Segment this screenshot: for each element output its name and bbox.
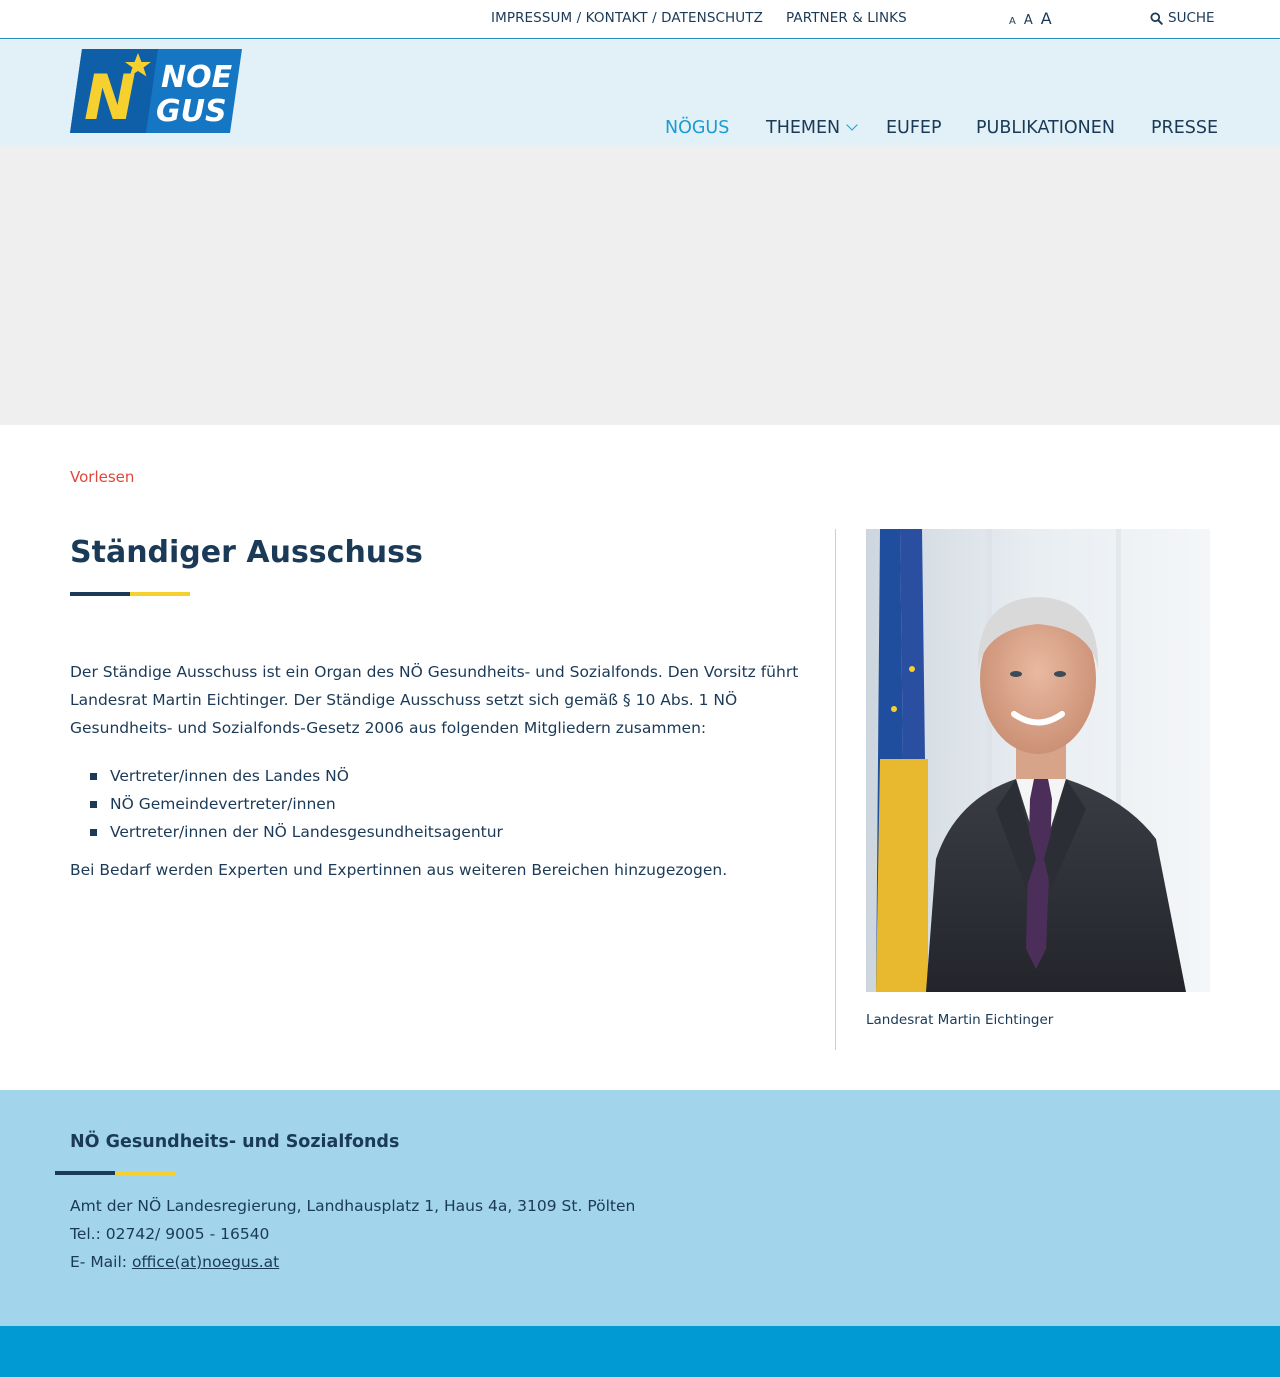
sidebar [866, 529, 1210, 1028]
footer-email-prefix: E- Mail: [70, 1253, 132, 1271]
logo-line1: NOE [161, 60, 233, 95]
column-divider [835, 529, 836, 1050]
member-list [70, 762, 815, 846]
title-underline [70, 592, 190, 596]
search-button[interactable] [1150, 10, 1215, 26]
portrait-photo [866, 529, 1210, 992]
impressum-link[interactable]: IMPRESSUM / KONTAKT / DATENSCHUTZ [491, 10, 763, 26]
footer-title: NÖ Gesundheits- und Sozialfonds [70, 1132, 400, 1152]
bottom-bar [0, 1326, 1280, 1377]
site-footer [0, 1090, 1280, 1326]
photo-caption: Landesrat Martin Eichtinger [866, 1012, 1054, 1028]
partner-links-link[interactable]: PARTNER & LINKS [786, 10, 907, 26]
nav-item-noegus[interactable]: NÖGUS [665, 118, 730, 138]
font-size-large-button[interactable]: A [1040, 9, 1052, 28]
footer-email-line [70, 1248, 635, 1276]
site-header [0, 40, 1280, 145]
footer-email-link[interactable]: office(at)noegus.at [131, 1253, 280, 1271]
page-title: Ständiger Ausschuss [70, 535, 423, 570]
footer-contact [70, 1192, 635, 1276]
list-item: Vertreter/innen des Landes NÖ [90, 762, 815, 790]
logo-letter: N [84, 61, 136, 133]
nav-item-themen[interactable] [766, 118, 856, 138]
utility-bar [0, 0, 1280, 39]
intro-paragraph: Der Ständige Ausschuss ist ein Organ des NÖ Gesundheits- und Sozialfonds. Den Vorsitz führt Landesrat Martin Eichtinger. Der Ständige Ausschuss setzt sich gemäß § 10 Abs. 1 NÖ Gesundheits- und Sozialfonds-Gesetz 2006 aus folgenden Mitgliedern zusammen: [70, 663, 799, 737]
search-icon [1150, 12, 1163, 25]
list-item: Vertreter/innen der NÖ Landesgesundheitsagentur [90, 818, 815, 846]
footer-title-underline [55, 1171, 175, 1175]
main-navigation [0, 118, 1280, 142]
logo-line2: GUS [156, 94, 227, 129]
list-item: NÖ Gemeindevertreter/innen [90, 790, 815, 818]
nav-item-presse[interactable]: PRESSE [1151, 118, 1219, 138]
nav-item-eufep[interactable]: EUFEP [886, 118, 942, 138]
footer-address: Amt der NÖ Landesregierung, Landhausplatz 1, Haus 4a, 3109 St. Pölten [70, 1197, 636, 1215]
search-label: SUCHE [1168, 10, 1215, 26]
read-aloud-link[interactable]: Vorlesen [70, 468, 135, 486]
main-content [70, 529, 815, 884]
footer-phone: Tel.: 02742/ 9005 - 16540 [70, 1225, 270, 1243]
font-size-medium-button[interactable]: A [1023, 13, 1033, 28]
nav-item-publikationen[interactable]: PUBLIKATIONEN [976, 118, 1115, 138]
font-size-small-button[interactable]: A [1009, 16, 1016, 27]
chevron-down-icon [846, 119, 857, 130]
hero-banner [0, 145, 1280, 425]
font-size-switcher [1009, 9, 1052, 28]
nav-item-themen-label: THEMEN [766, 118, 841, 138]
outro-paragraph: Bei Bedarf werden Experten und Expertinnen aus weiteren Bereichen hinzugezogen. [70, 861, 728, 879]
